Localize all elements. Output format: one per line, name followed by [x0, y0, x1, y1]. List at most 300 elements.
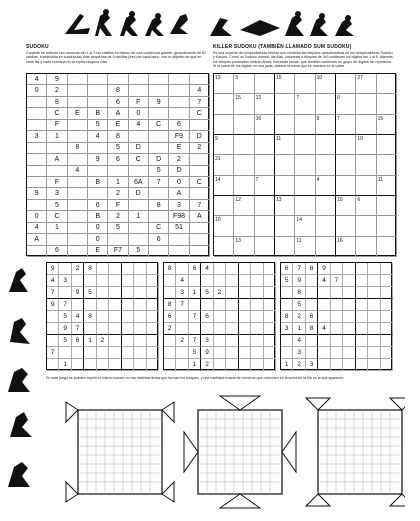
grid-cell[interactable]: C: [149, 120, 169, 131]
grid-cell[interactable]: [147, 287, 159, 299]
grid-cell[interactable]: [234, 115, 254, 135]
grid-cell[interactable]: 8: [281, 311, 293, 323]
grid-cell[interactable]: [84, 347, 96, 359]
grid-cell[interactable]: [281, 299, 293, 311]
grid-cell[interactable]: C: [47, 211, 67, 222]
grid-cell[interactable]: 7: [47, 347, 59, 359]
grid-cell[interactable]: [27, 120, 47, 131]
grid-cell[interactable]: 2: [293, 359, 305, 371]
grid-cell[interactable]: [134, 287, 146, 299]
grid-cell[interactable]: 0: [169, 177, 189, 188]
grid-cell[interactable]: A: [108, 108, 128, 119]
grid-cell[interactable]: [176, 263, 188, 275]
grid-cell[interactable]: [295, 115, 315, 135]
grid-cell[interactable]: 4: [47, 275, 59, 287]
grid-cell[interactable]: 8: [306, 323, 318, 335]
grid-cell[interactable]: [97, 347, 109, 359]
grid-cell[interactable]: [226, 263, 238, 275]
grid-cell[interactable]: 7: [293, 263, 305, 275]
grid-cell[interactable]: [27, 143, 47, 154]
grid-cell[interactable]: [72, 299, 84, 311]
grid-cell[interactable]: A: [47, 154, 67, 165]
grid-cell[interactable]: 1: [189, 359, 201, 371]
grid-cell[interactable]: [264, 263, 276, 275]
grid-cell[interactable]: [377, 196, 397, 216]
grid-cell[interactable]: [214, 299, 226, 311]
grid-cell[interactable]: [149, 85, 169, 96]
grid-cell[interactable]: 1: [293, 323, 305, 335]
grid-cell[interactable]: [275, 155, 295, 175]
grid-cell[interactable]: 8: [293, 287, 305, 299]
grid-cell[interactable]: [189, 275, 201, 287]
grid-cell[interactable]: [306, 347, 318, 359]
grid-cell[interactable]: [377, 94, 397, 114]
grid-cell[interactable]: [381, 347, 393, 359]
grid-cell[interactable]: 11: [377, 176, 397, 196]
grid-cell[interactable]: 8: [164, 299, 176, 311]
grid-cell[interactable]: [214, 275, 226, 287]
grid-cell[interactable]: [251, 311, 263, 323]
grid-cell[interactable]: [251, 263, 263, 275]
grid-cell[interactable]: [122, 299, 134, 311]
grid-cell[interactable]: [190, 188, 210, 199]
grid-cell[interactable]: 1: [47, 223, 67, 234]
grid-cell[interactable]: [343, 263, 355, 275]
grid-cell[interactable]: [68, 177, 88, 188]
grid-cell[interactable]: [239, 335, 251, 347]
grid-cell[interactable]: 16: [336, 237, 356, 257]
grid-cell[interactable]: 5: [108, 143, 128, 154]
grid-cell[interactable]: [255, 237, 275, 257]
grid-cell[interactable]: 3: [27, 131, 47, 142]
grid-cell[interactable]: 9: [316, 115, 336, 135]
grid-cell[interactable]: [169, 108, 189, 119]
grid-cell[interactable]: [72, 359, 84, 371]
grid-cell[interactable]: [122, 359, 134, 371]
grid-cell[interactable]: [295, 176, 315, 196]
grid-cell[interactable]: [331, 311, 343, 323]
grid-cell[interactable]: [381, 335, 393, 347]
grid-cell[interactable]: [147, 263, 159, 275]
grid-cell[interactable]: [356, 311, 368, 323]
grid-cell[interactable]: [306, 287, 318, 299]
grid-cell[interactable]: [356, 216, 376, 236]
grid-cell[interactable]: [343, 359, 355, 371]
grid-cell[interactable]: [164, 287, 176, 299]
grid-cell[interactable]: [97, 263, 109, 275]
grid-cell[interactable]: 6: [306, 311, 318, 323]
grid-cell[interactable]: [122, 287, 134, 299]
grid-cell[interactable]: [109, 275, 121, 287]
grid-cell[interactable]: 4: [318, 323, 330, 335]
grid-cell[interactable]: A: [190, 211, 210, 222]
grid-cell[interactable]: [264, 287, 276, 299]
grid-cell[interactable]: D: [149, 154, 169, 165]
grid-cell[interactable]: 9: [27, 188, 47, 199]
grid-cell[interactable]: [356, 275, 368, 287]
grid-cell[interactable]: [275, 94, 295, 114]
grid-cell[interactable]: C: [149, 223, 169, 234]
grid-cell[interactable]: [149, 143, 169, 154]
grid-cell[interactable]: [88, 188, 108, 199]
grid-cell[interactable]: D: [129, 188, 149, 199]
grid-cell[interactable]: [68, 131, 88, 142]
grid-cell[interactable]: [47, 166, 67, 177]
grid-cell[interactable]: [68, 97, 88, 108]
grid-cell[interactable]: [214, 94, 234, 114]
grid-cell[interactable]: [68, 188, 88, 199]
grid-cell[interactable]: [275, 237, 295, 257]
grid-cell[interactable]: [109, 359, 121, 371]
grid-cell[interactable]: [264, 311, 276, 323]
grid-cell[interactable]: [129, 85, 149, 96]
grid-cell[interactable]: [68, 246, 88, 257]
grid-cell[interactable]: [47, 143, 67, 154]
grid-cell[interactable]: [226, 359, 238, 371]
grid-cell[interactable]: [201, 299, 213, 311]
grid-cell[interactable]: 9: [47, 74, 67, 85]
grid-cell[interactable]: [122, 347, 134, 359]
grid-cell[interactable]: [343, 287, 355, 299]
grid-cell[interactable]: F9: [169, 131, 189, 142]
grid-cell[interactable]: [281, 287, 293, 299]
grid-cell[interactable]: 12: [255, 94, 275, 114]
grid-cell[interactable]: [122, 263, 134, 275]
grid-cell[interactable]: [381, 275, 393, 287]
grid-cell[interactable]: [275, 115, 295, 135]
grid-cell[interactable]: 14: [214, 176, 234, 196]
grid-cell[interactable]: B: [88, 211, 108, 222]
grid-cell[interactable]: [129, 223, 149, 234]
grid-cell[interactable]: [108, 166, 128, 177]
grid-cell[interactable]: 6: [169, 120, 189, 131]
grid-cell[interactable]: [27, 166, 47, 177]
grid-cell[interactable]: 9: [318, 263, 330, 275]
grid-cell[interactable]: [149, 246, 169, 257]
grid-cell[interactable]: [176, 311, 188, 323]
grid-cell[interactable]: [68, 85, 88, 96]
grid-cell[interactable]: [251, 287, 263, 299]
grid-cell[interactable]: [149, 74, 169, 85]
grid-cell[interactable]: [255, 155, 275, 175]
grid-cell[interactable]: [149, 108, 169, 119]
grid-cell[interactable]: [377, 216, 397, 236]
grid-cell[interactable]: 5: [59, 311, 71, 323]
grid-cell[interactable]: 4: [318, 275, 330, 287]
grid-cell[interactable]: [68, 154, 88, 165]
grid-cell[interactable]: [59, 347, 71, 359]
grid-cell[interactable]: [176, 323, 188, 335]
grid-cell[interactable]: E: [88, 246, 108, 257]
grid-cell[interactable]: [147, 311, 159, 323]
grid-cell[interactable]: 6: [108, 154, 128, 165]
grid-cell[interactable]: [122, 275, 134, 287]
grid-cell[interactable]: 5: [201, 287, 213, 299]
grid-cell[interactable]: [239, 347, 251, 359]
grid-cell[interactable]: 5: [234, 74, 254, 94]
grid-cell[interactable]: [234, 135, 254, 155]
grid-cell[interactable]: [381, 311, 393, 323]
grid-cell[interactable]: 5: [189, 347, 201, 359]
grid-cell[interactable]: 7: [176, 299, 188, 311]
grid-cell[interactable]: [147, 275, 159, 287]
grid-cell[interactable]: [190, 234, 210, 245]
grid-cell[interactable]: [129, 166, 149, 177]
grid-cell[interactable]: [134, 359, 146, 371]
grid-cell[interactable]: [176, 359, 188, 371]
grid-cell[interactable]: D: [190, 131, 210, 142]
grid-cell[interactable]: 9: [72, 287, 84, 299]
grid-cell[interactable]: [109, 335, 121, 347]
grid-cell[interactable]: [164, 275, 176, 287]
grid-cell[interactable]: [368, 299, 380, 311]
grid-cell[interactable]: [381, 287, 393, 299]
grid-cell[interactable]: [343, 323, 355, 335]
grid-cell[interactable]: 2: [190, 143, 210, 154]
grid-cell[interactable]: [108, 234, 128, 245]
grid-cell[interactable]: [27, 154, 47, 165]
grid-cell[interactable]: 7: [190, 97, 210, 108]
grid-cell[interactable]: 5: [88, 120, 108, 131]
grid-cell[interactable]: [343, 275, 355, 287]
grid-cell[interactable]: 15: [275, 74, 295, 94]
grid-cell[interactable]: [214, 237, 234, 257]
grid-cell[interactable]: 51: [169, 223, 189, 234]
grid-cell[interactable]: 9: [88, 154, 108, 165]
grid-cell[interactable]: [368, 263, 380, 275]
grid-cell[interactable]: [226, 323, 238, 335]
grid-cell[interactable]: 6: [108, 97, 128, 108]
grid-cell[interactable]: [88, 97, 108, 108]
grid-cell[interactable]: [147, 359, 159, 371]
grid-cell[interactable]: [295, 196, 315, 216]
grid-cell[interactable]: [134, 347, 146, 359]
grid-cell[interactable]: 5: [149, 166, 169, 177]
grid-cell[interactable]: [134, 299, 146, 311]
grid-cell[interactable]: 8: [47, 97, 67, 108]
grid-cell[interactable]: 2: [214, 287, 226, 299]
grid-cell[interactable]: [251, 347, 263, 359]
grid-cell[interactable]: [234, 176, 254, 196]
grid-cell[interactable]: [255, 196, 275, 216]
grid-cell[interactable]: [214, 115, 234, 135]
grid-cell[interactable]: [336, 155, 356, 175]
grid-cell[interactable]: F: [47, 177, 67, 188]
grid-cell[interactable]: [295, 135, 315, 155]
grid-cell[interactable]: [97, 275, 109, 287]
grid-cell[interactable]: [281, 347, 293, 359]
grid-cell[interactable]: 9: [201, 347, 213, 359]
grid-cell[interactable]: F: [129, 97, 149, 108]
grid-cell[interactable]: [356, 263, 368, 275]
grid-cell[interactable]: 9: [47, 299, 59, 311]
grid-cell[interactable]: 3: [306, 359, 318, 371]
grid-cell[interactable]: [306, 335, 318, 347]
grid-cell[interactable]: 8: [164, 263, 176, 275]
grid-cell[interactable]: [368, 275, 380, 287]
grid-cell[interactable]: 2: [176, 335, 188, 347]
grid-cell[interactable]: [201, 323, 213, 335]
grid-cell[interactable]: B: [88, 108, 108, 119]
grid-cell[interactable]: 6: [201, 311, 213, 323]
grid-cell[interactable]: 1: [129, 211, 149, 222]
grid-cell[interactable]: 6: [149, 234, 169, 245]
grid-cell[interactable]: 2: [97, 335, 109, 347]
grid-cell[interactable]: [134, 263, 146, 275]
grid-cell[interactable]: 27: [356, 74, 376, 94]
grid-cell[interactable]: 9: [293, 275, 305, 287]
grid-cell[interactable]: [318, 335, 330, 347]
grid-cell[interactable]: 8: [84, 263, 96, 275]
grid-cell[interactable]: [108, 74, 128, 85]
grid-cell[interactable]: [122, 335, 134, 347]
grid-cell[interactable]: [343, 311, 355, 323]
grid-cell[interactable]: [149, 188, 169, 199]
grid-cell[interactable]: 13: [214, 74, 234, 94]
grid-cell[interactable]: [255, 216, 275, 236]
grid-cell[interactable]: 8: [84, 311, 96, 323]
grid-cell[interactable]: 9: [149, 97, 169, 108]
grid-cell[interactable]: [109, 347, 121, 359]
grid-cell[interactable]: [122, 311, 134, 323]
grid-cell[interactable]: 1: [84, 335, 96, 347]
grid-cell[interactable]: [190, 120, 210, 131]
grid-cell[interactable]: [368, 335, 380, 347]
grid-cell[interactable]: 1: [189, 287, 201, 299]
grid-cell[interactable]: 0: [88, 223, 108, 234]
grid-cell[interactable]: [129, 234, 149, 245]
grid-cell[interactable]: [356, 323, 368, 335]
grid-cell[interactable]: 9: [214, 135, 234, 155]
grid-cell[interactable]: 0: [27, 211, 47, 222]
grid-cell[interactable]: 7: [59, 299, 71, 311]
grid-cell[interactable]: [316, 155, 336, 175]
grid-cell[interactable]: 2: [47, 85, 67, 96]
grid-cell[interactable]: [147, 299, 159, 311]
grid-cell[interactable]: [88, 166, 108, 177]
grid-cell[interactable]: [251, 323, 263, 335]
grid-cell[interactable]: 6: [72, 335, 84, 347]
grid-cell[interactable]: 8: [108, 85, 128, 96]
grid-cell[interactable]: 7: [189, 311, 201, 323]
grid-cell[interactable]: 8: [149, 200, 169, 211]
grid-cell[interactable]: [251, 335, 263, 347]
grid-cell[interactable]: [226, 347, 238, 359]
grid-cell[interactable]: 10: [336, 196, 356, 216]
grid-cell[interactable]: [368, 287, 380, 299]
grid-cell[interactable]: [84, 275, 96, 287]
grid-cell[interactable]: [122, 323, 134, 335]
grid-cell[interactable]: [164, 347, 176, 359]
grid-cell[interactable]: [109, 263, 121, 275]
grid-cell[interactable]: 2: [108, 211, 128, 222]
grid-cell[interactable]: F7: [108, 246, 128, 257]
grid-cell[interactable]: [336, 176, 356, 196]
grid-cell[interactable]: 10: [316, 74, 336, 94]
grid-cell[interactable]: 4: [72, 311, 84, 323]
grid-cell[interactable]: 4: [68, 166, 88, 177]
grid-cell[interactable]: [226, 299, 238, 311]
grid-cell[interactable]: [176, 347, 188, 359]
grid-cell[interactable]: 13: [234, 237, 254, 257]
grid-cell[interactable]: 7: [47, 287, 59, 299]
grid-cell[interactable]: [331, 323, 343, 335]
grid-cell[interactable]: 7: [331, 275, 343, 287]
grid-cell[interactable]: [190, 74, 210, 85]
grid-cell[interactable]: [356, 347, 368, 359]
grid-cell[interactable]: [68, 211, 88, 222]
grid-cell[interactable]: [336, 74, 356, 94]
grid-cell[interactable]: [264, 347, 276, 359]
grid-cell[interactable]: 11: [295, 237, 315, 257]
grid-cell[interactable]: E: [169, 143, 189, 154]
grid-cell[interactable]: [47, 323, 59, 335]
grid-cell[interactable]: [264, 323, 276, 335]
grid-cell[interactable]: 8: [108, 131, 128, 142]
grid-cell[interactable]: [318, 311, 330, 323]
grid-cell[interactable]: [356, 94, 376, 114]
grid-cell[interactable]: [306, 299, 318, 311]
grid-cell[interactable]: 6: [47, 246, 67, 257]
grid-cell[interactable]: [190, 246, 210, 257]
grid-cell[interactable]: [214, 263, 226, 275]
grid-cell[interactable]: [377, 155, 397, 175]
grid-cell[interactable]: [27, 177, 47, 188]
grid-cell[interactable]: 10: [356, 135, 376, 155]
grid-cell[interactable]: 4: [27, 74, 47, 85]
grid-cell[interactable]: 2: [108, 188, 128, 199]
grid-cell[interactable]: 12: [234, 196, 254, 216]
grid-cell[interactable]: [316, 237, 336, 257]
grid-cell[interactable]: 2: [293, 311, 305, 323]
grid-cell[interactable]: 0: [88, 234, 108, 245]
grid-cell[interactable]: 4: [201, 263, 213, 275]
grid-cell[interactable]: [27, 108, 47, 119]
grid-cell[interactable]: 2: [169, 154, 189, 165]
grid-cell[interactable]: [356, 115, 376, 135]
grid-cell[interactable]: [201, 275, 213, 287]
grid-cell[interactable]: 4: [88, 131, 108, 142]
grid-cell[interactable]: [251, 299, 263, 311]
grid-cell[interactable]: [214, 323, 226, 335]
grid-cell[interactable]: 9: [47, 263, 59, 275]
grid-cell[interactable]: [134, 323, 146, 335]
grid-cell[interactable]: 6A: [129, 177, 149, 188]
grid-cell[interactable]: [316, 135, 336, 155]
grid-cell[interactable]: [368, 311, 380, 323]
grid-cell[interactable]: [368, 347, 380, 359]
grid-cell[interactable]: [318, 287, 330, 299]
grid-cell[interactable]: [97, 359, 109, 371]
grid-cell[interactable]: [169, 74, 189, 85]
grid-cell[interactable]: [234, 216, 254, 236]
grid-cell[interactable]: 4: [129, 120, 149, 131]
grid-cell[interactable]: [377, 74, 397, 94]
grid-cell[interactable]: 5: [59, 335, 71, 347]
grid-cell[interactable]: [295, 155, 315, 175]
grid-cell[interactable]: F: [47, 120, 67, 131]
grid-cell[interactable]: [381, 359, 393, 371]
grid-cell[interactable]: 5: [47, 200, 67, 211]
grid-cell[interactable]: [356, 287, 368, 299]
grid-cell[interactable]: 7: [149, 177, 169, 188]
grid-cell[interactable]: 3: [169, 200, 189, 211]
grid-cell[interactable]: [239, 263, 251, 275]
grid-cell[interactable]: [59, 287, 71, 299]
grid-cell[interactable]: [239, 311, 251, 323]
grid-cell[interactable]: 1: [281, 359, 293, 371]
grid-cell[interactable]: [239, 323, 251, 335]
